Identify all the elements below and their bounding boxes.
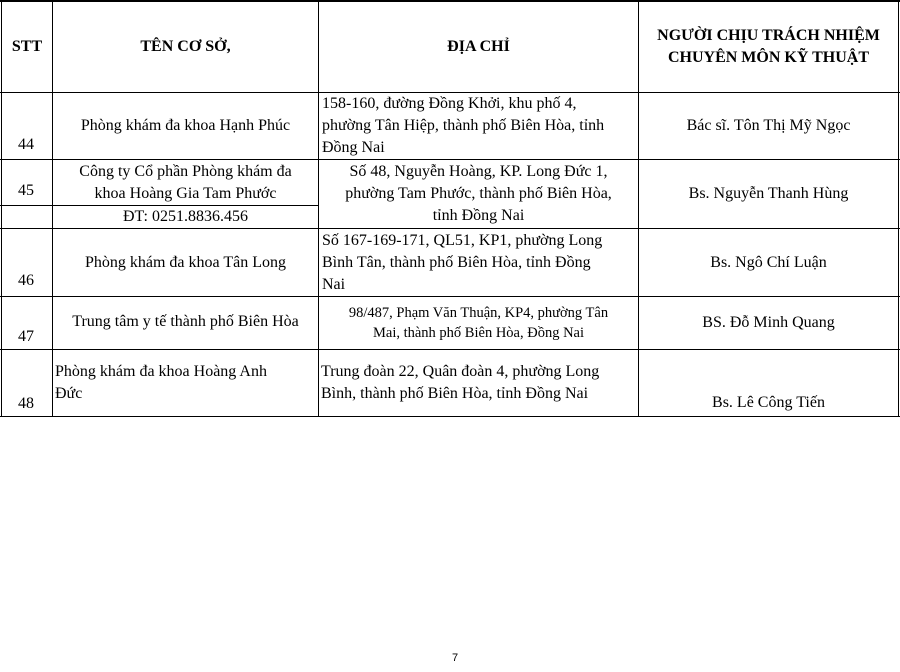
row-name-line: Đức	[55, 385, 83, 402]
header-person	[639, 2, 898, 92]
address-line: Mai, thành phố Biên Hòa, Đồng Nai	[372, 325, 585, 341]
header-person-line1: NGƯỜI CHỊU TRÁCH NHIỆM	[657, 27, 880, 44]
row-person-text: Bs. Ngô Chí Luận	[710, 253, 827, 271]
row-name-text: Phòng khám đa khoa Hạnh Phúc	[80, 117, 291, 134]
row-address	[319, 229, 638, 296]
row-name	[55, 350, 318, 416]
row-stt: 45	[18, 182, 34, 199]
row-person-text: BS. Đỗ Minh Quang	[702, 314, 835, 331]
row-person	[639, 350, 898, 416]
address-line: 98/487, Phạm Văn Thuận, KP4, phường Tân	[348, 305, 609, 321]
phone-text: ĐT: 0251.8836.456	[123, 208, 248, 225]
row-name	[53, 93, 318, 159]
row-stt: 44	[18, 136, 34, 153]
address-line: 158-160, đường Đồng Khởi, khu phố 4,	[322, 95, 577, 112]
row-name-text: Trung tâm y tế thành phố Biên Hòa	[72, 313, 299, 330]
row-person	[639, 297, 898, 349]
row-name-line: khoa Hoàng Gia Tam Phước	[94, 184, 277, 202]
header-stt	[2, 2, 52, 92]
row-address	[319, 297, 638, 349]
row-stt: 46	[18, 272, 34, 289]
header-person-line2: CHUYÊN MÔN KỸ THUẬT	[667, 49, 870, 66]
row-person-text: Bs. Nguyễn Thanh Hùng	[688, 185, 849, 202]
row-address	[319, 93, 638, 159]
header-name-label: TÊN CƠ SỞ,	[140, 38, 231, 55]
address-line: phường Tân Hiệp, thành phố Biên Hòa, tỉnh	[322, 117, 605, 134]
row-person-text: Bs. Lê Công Tiến	[712, 394, 825, 411]
row-name-line: Công ty Cổ phần Phòng khám đa	[79, 162, 292, 180]
row-name-line: Phòng khám đa khoa Hoàng Anh	[55, 363, 267, 380]
address-line: Nai	[322, 275, 346, 293]
row-person	[639, 229, 898, 296]
address-line: Số 48, Nguyễn Hoàng, KP. Long Đức 1,	[349, 163, 608, 180]
row-phone	[53, 206, 318, 228]
row-person	[639, 160, 898, 228]
row-name	[53, 160, 318, 205]
address-line: Trung đoàn 22, Quân đoàn 4, phường Long	[321, 363, 600, 380]
row-name	[53, 229, 318, 296]
row-stt: 47	[18, 328, 34, 345]
page-number: 7	[451, 652, 459, 664]
header-name	[53, 2, 318, 92]
rule	[898, 0, 899, 417]
address-line: phường Tam Phước, thành phố Biên Hòa,	[345, 185, 612, 202]
address-line: tỉnh Đồng Nai	[432, 207, 525, 224]
rule	[0, 416, 900, 417]
header-address	[319, 2, 638, 92]
address-line: Đồng Nai	[322, 139, 385, 156]
row-person-text: Bác sĩ. Tôn Thị Mỹ Ngọc	[686, 117, 851, 134]
row-address	[319, 160, 638, 228]
row-person	[639, 93, 898, 159]
row-name-text: Phòng khám đa khoa Tân Long	[84, 253, 286, 271]
row-stt: 48	[18, 395, 34, 412]
header-address-label: ĐỊA CHỈ	[447, 38, 510, 55]
address-line: Bình Tân, thành phố Biên Hòa, tỉnh Đồng	[322, 253, 591, 271]
header-stt-label: STT	[11, 38, 43, 55]
address-line: Số 167-169-171, QL51, KP1, phường Long	[322, 231, 603, 249]
row-name	[53, 297, 318, 349]
row-address	[321, 350, 638, 416]
address-line: Bình, thành phố Biên Hòa, tỉnh Đồng Nai	[321, 385, 589, 402]
